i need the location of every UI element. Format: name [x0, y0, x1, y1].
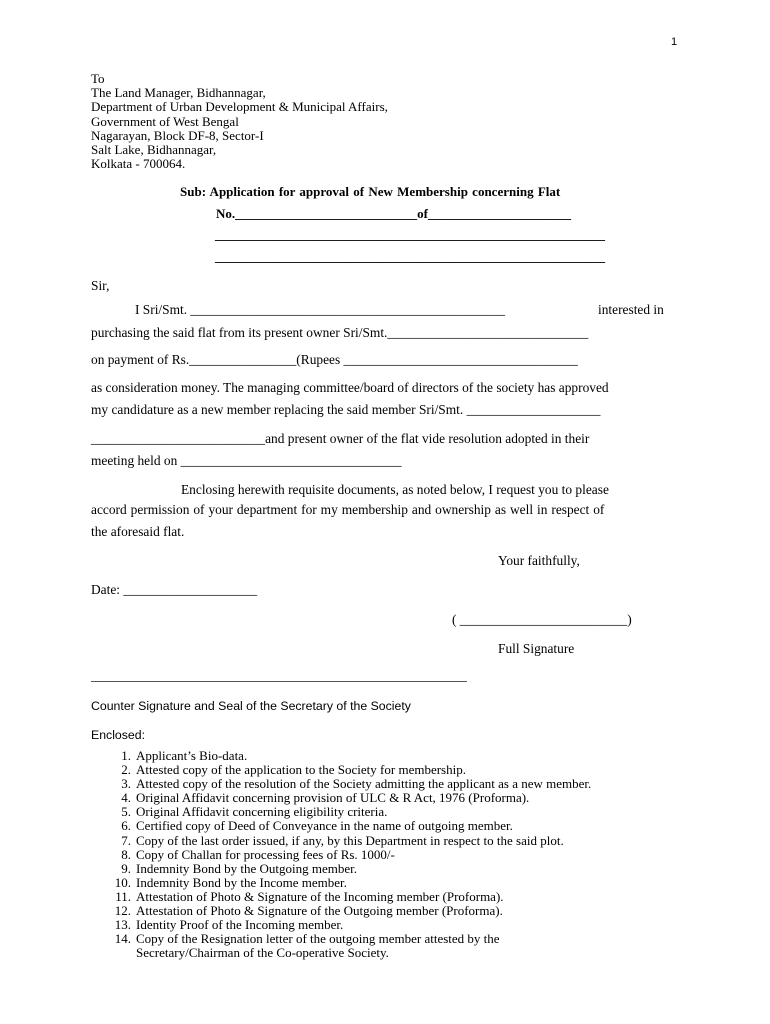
closing-yours: Your faithfully,: [498, 553, 580, 568]
subject-line-4: ____________________________________________________________: [215, 249, 605, 264]
list-item-text: Attested copy of the resolution of the Society admitting the applicant as a new member.: [136, 776, 592, 792]
list-item-number: 6.: [121, 818, 131, 834]
list-item-number: 13.: [114, 917, 131, 933]
page-number: 1: [671, 36, 678, 48]
list-item-text: Copy of Challan for processing fees of Rs. 1000/-: [136, 846, 395, 862]
list-item-text: Secretary/Chairman of the Co-operative Society.: [136, 945, 389, 961]
list-item-number: 7.: [121, 832, 131, 848]
body-line-5: my candidature as a new member replacing the said member Sri/Smt. ____________________: [91, 402, 601, 417]
list-item: [111, 819, 591, 833]
counter-signature-rule: [91, 681, 467, 682]
list-item-number: 3.: [121, 776, 131, 792]
list-item: [111, 763, 591, 777]
list-item: [111, 876, 591, 890]
full-signature-label: Full Signature: [498, 641, 575, 656]
list-item-number: 4.: [121, 790, 131, 806]
enclosed-heading: Enclosed:: [91, 728, 146, 742]
date-field: Date: ____________________: [91, 582, 258, 597]
list-item: [111, 749, 591, 763]
list-item-text: Indemnity Bond by the Income member.: [136, 874, 347, 890]
list-item-number: 11.: [115, 888, 131, 904]
list-item-number: 1.: [121, 748, 131, 763]
body-line-3: on payment of Rs.________________(Rupees ___________________________________: [91, 352, 578, 367]
list-item: [111, 805, 591, 819]
list-item: [111, 918, 591, 932]
para2-line-1: Enclosing herewith requisite documents, as noted below, I request you to please: [181, 482, 609, 497]
list-item-text: Copy of the last order issued, if any, by this Department in respect to the said plot.: [136, 832, 564, 848]
list-item: [111, 791, 591, 805]
list-item: [111, 904, 591, 918]
list-item-number: 12.: [114, 903, 131, 919]
address-line: Department of Urban Development & Municipal Affairs,: [91, 99, 388, 115]
address-line: Nagarayan, Block DF-8, Sector-I: [91, 127, 264, 143]
address-line: Kolkata - 700064.: [91, 156, 186, 172]
list-item-text: Identity Proof of the Incoming member.: [136, 917, 344, 933]
body-line-1b: interested in: [598, 302, 664, 317]
list-item-text: Indemnity Bond by the Outgoing member.: [136, 860, 357, 876]
body-line-1a: I Sri/Smt. _______________________________________________: [135, 302, 506, 317]
list-item-text: Certified copy of Deed of Conveyance in the name of outgoing member.: [136, 818, 513, 834]
list-item-number: 10.: [114, 874, 131, 890]
list-item-text: Attestation of Photo & Signature of the Incoming member (Proforma).: [136, 888, 504, 904]
list-item-text: Attested copy of the application to the Society for membership.: [136, 762, 466, 778]
signature-blank: ( _________________________): [452, 612, 632, 627]
list-item-number: 9.: [121, 860, 131, 876]
list-item: [111, 834, 591, 848]
list-item: [111, 862, 591, 876]
address-line: The Land Manager, Bidhannagar,: [91, 85, 266, 101]
list-item: [111, 932, 591, 946]
para2-line-2: accord permission of your department for my membership and ownership as well in respect of: [91, 502, 605, 517]
body-line-4: as consideration money. The managing committee/board of directors of the society has approved: [91, 380, 609, 395]
body-line-2: purchasing the said flat from its present owner Sri/Smt.______________________________: [91, 325, 589, 340]
address-line: Salt Lake, Bidhannagar,: [91, 142, 217, 158]
list-item-text: Copy of the Resignation letter of the outgoing member attested by the: [136, 931, 500, 947]
para2-line-3: the aforesaid flat.: [91, 524, 185, 539]
recipient-address: [91, 72, 388, 171]
address-to: To: [91, 71, 105, 86]
list-item-continuation: [111, 946, 591, 960]
list-item: [111, 890, 591, 904]
subject-line-1: Sub: Application for approval of New Membership concerning Flat: [180, 184, 561, 199]
list-item-number: 8.: [121, 846, 131, 862]
salutation: Sir,: [91, 278, 110, 293]
list-item-number: 14.: [114, 931, 131, 947]
list-item-text: Original Affidavit concerning provision of ULC & R Act, 1976 (Proforma).: [136, 790, 530, 806]
subject-line-2: No.____________________________of______________________: [216, 206, 571, 221]
list-item-number: 5.: [121, 804, 131, 820]
address-line: Government of West Bengal: [91, 113, 239, 129]
subject-line-3: ____________________________________________________________: [215, 227, 605, 242]
list-item-text: Original Affidavit concerning eligibility criteria.: [136, 804, 388, 820]
list-item: [111, 777, 591, 791]
enclosed-list: [111, 749, 591, 960]
body-line-6: __________________________and present owner of the flat vide resolution adopted in their: [91, 431, 590, 446]
list-item: [111, 848, 591, 862]
body-line-7: meeting held on _________________________________: [91, 453, 402, 468]
counter-signature-label: Counter Signature and Seal of the Secretary of the Society: [91, 699, 411, 713]
list-item-number: 2.: [121, 762, 131, 778]
list-item-text: Applicant’s Bio-data.: [136, 748, 248, 763]
list-item-text: Attestation of Photo & Signature of the Outgoing member (Proforma).: [136, 903, 503, 919]
